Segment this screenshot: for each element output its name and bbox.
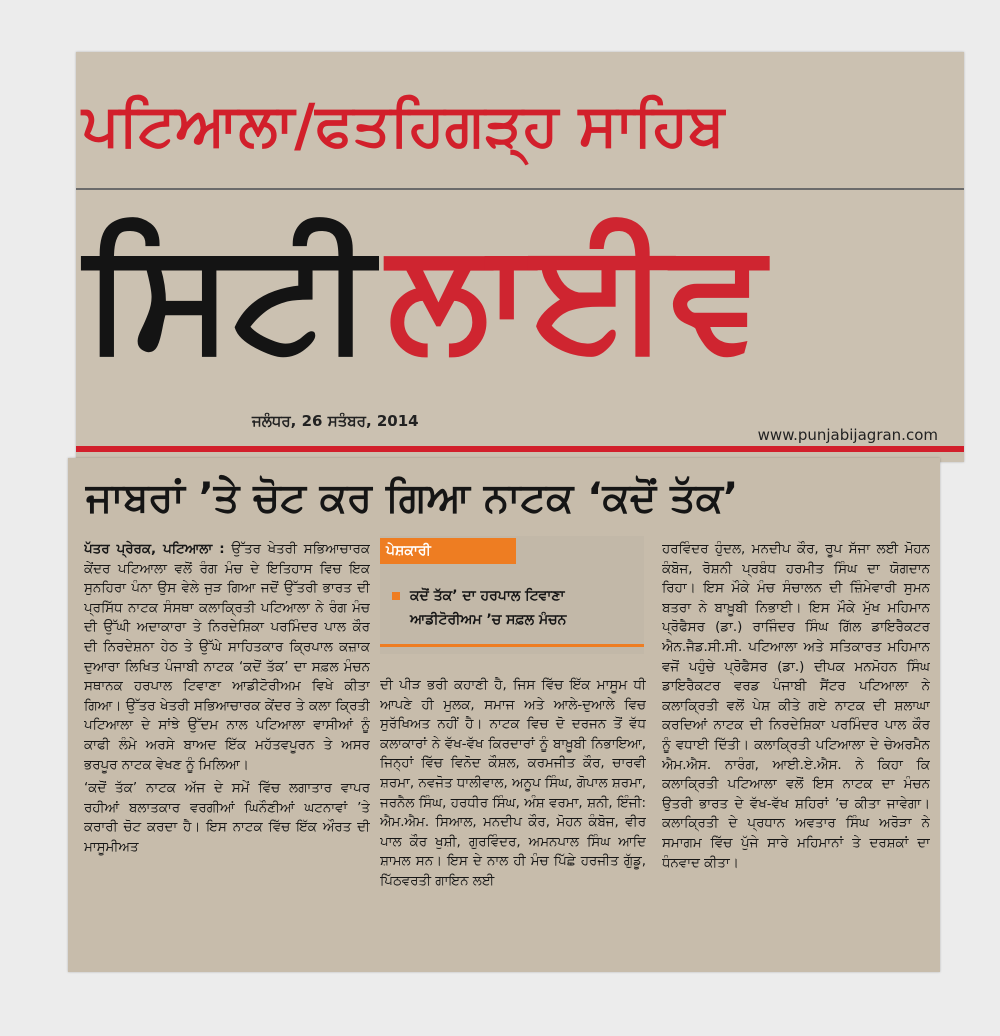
divider-rule [76,188,964,190]
bullet-icon [392,592,400,600]
section-title: ਪਟਿਆਲਾ/ਫਤਹਿਗੜ੍ਹ ਸਾਹਿਬ [82,91,725,159]
article-column-3 [662,540,930,960]
article-paragraph: ‘ਕਦੋਂ ਤੱਕ’ ਨਾਟਕ ਅੱਜ ਦੇ ਸਮੇਂ ਵਿੱਚ ਲਗਾਤਾਰ ਵਾਪਰ ਰਹੀਆਂ ਬਲਾਤਕਾਰ ਵਰਗੀਆਂ ਘਿਨੌਣੀਆਂ ਘਟਨਾਵਾਂ ’ਤੇ ਕਰਾਰੀ ਚੋਟ ਕਰਦਾ ਹੈ। ਇਸ ਨਾਟਕ ਵਿੱਚ ਇੱਕ ਔਰਤ ਦੀ ਮਾਸੂਮੀਅਤ [84,781,370,855]
highlight-rule [380,644,644,647]
paragraph-text: ਉੱਤਰ ਖੇਤਰੀ ਸਭਿਆਚਾਰਕ ਕੇਂਦਰ ਪਟਿਆਲਾ ਵਲੋਂ ਰੰਗ ਮੰਚ ਦੇ ਇਤਿਹਾਸ ਵਿਚ ਇਕ ਸੁਨਹਿਰਾ ਪੰਨਾ ਉਸ ਵੇਲੇ ਜੁੜ ਗਿਆ ਜਦੋਂ ਉੱਤਰੀ ਭਾਰਤ ਦੀ ਪ੍ਰਸਿੱਧ ਨਾਟਕ ਸੰਸਥਾ ਕਲਾਕ੍ਰਿਤੀ ਪਟਿਆਲਾ ਨੇ ਰੰਗ ਮੰਚ ਦੀ ਉੱਘੀ ਅਦਾਕਾਰਾ ਤੇ ਨਿਰਦੇਸ਼ਿਕਾ ਪਰਮਿੰਦਰ ਪਾਲ ਕੌਰ ਦੀ ਨਿਰਦੇਸ਼ਨਾ ਹੇਠ ਤੇ ਉੱਘੇ ਸਾਹਿਤਕਾਰ ਕ੍ਰਿਪਾਲ ਕਜ਼ਾਕ ਦੁਆਰਾ ਲਿਖਿਤ ਪੰਜਾਬੀ ਨਾਟਕ ‘ਕਦੋਂ ਤੱਕ’ ਦਾ ਸਫ਼ਲ ਮੰਚਨ ਸਥਾਨਕ ਹਰਪਾਲ ਟਿਵਾਣਾ ਆਡੀਟੋਰੀਅਮ ਵਿਖੇ ਕੀਤਾ ਗਿਆ। ਉੱਤਰ ਖੇਤਰੀ ਸਭਿਆਚਾਰਕ ਕੇਂਦਰ ਤੇ ਕਲਾ ਕ੍ਰਿਤੀ ਪਟਿਆਲਾ ਦੇ ਸਾਂਝੇ ਉੱਦਮ ਨਾਲ ਪਟਿਆਲਾ ਵਾਸੀਆਂ ਨੂੰ ਕਾਫੀ ਲੰਮੇ ਅਰਸੇ ਬਾਅਦ ਇੱਕ ਮਹੱਤਵਪੂਰਨ ਤੇ ਅਸਰ ਭਰਪੂਰ ਨਾਟਕ ਵੇਖਣ ਨੂੰ ਮਿਲਿਆ। [84,542,370,773]
masthead-live: ਲਾਈਵ [387,209,765,383]
article-paragraph [84,540,370,775]
highlight-tag: ਪੇਸ਼ਕਾਰੀ [380,538,516,564]
website-url: www.punjabijagran.com [757,426,938,444]
article-headline: ਜਾਬਰਾਂ ’ਤੇ ਚੋਟ ਕਰ ਗਿਆ ਨਾਟਕ ‘ਕਦੋਂ ਤੱਕ’ [86,475,739,521]
masthead [84,196,765,406]
article-column-1 [84,540,370,960]
highlight-text: ਕਦੋਂ ਤੱਕ’ ਦਾ ਹਰਪਾਲ ਟਿਵਾਣਾ ਆਡੀਟੋਰੀਅਮ ’ਚ ਸਫ਼ਲ ਮੰਚਨ [410,588,567,628]
article-paragraph: ਹਰਵਿੰਦਰ ਹੁੰਦਲ, ਮਨਦੀਪ ਕੌਰ, ਰੂਪ ਸੱਜਾ ਲਈ ਮੋਹਨ ਕੰਬੋਜ, ਰੋਸ਼ਨੀ ਪ੍ਰਬੰਧ ਹਰਮੀਤ ਸਿੰਘ ਦਾ ਯੋਗਦਾਨ ਰਿਹਾ। ਇਸ ਮੌਕੇ ਮੰਚ ਸੰਚਾਲਨ ਦੀ ਜ਼ਿੰਮੇਵਾਰੀ ਸੁਮਨ ਬਤਰਾ ਨੇ ਬਾਖ਼ੂਬੀ ਨਿਭਾਈ। ਇਸ ਮੌਕੇ ਮੁੱਖ ਮਹਿਮਾਨ ਪ੍ਰੋਫੈਸਰ (ਡਾ.) ਰਾਜਿੰਦਰ ਸਿੰਘ ਗਿੱਲ ਡਾਇਰੈਕਟਰ ਐਨ.ਜੈਡ.ਸੀ.ਸੀ. ਪਟਿਆਲਾ ਅਤੇ ਸਤਿਕਾਰਤ ਮਹਿਮਾਨ ਵਜੋਂ ਪਹੁੰਚੇ ਪ੍ਰੋਫੈਸਰ (ਡਾ.) ਦੀਪਕ ਮਨਮੋਹਨ ਸਿੰਘ ਡਾਇਰੈਕਟਰ ਵਰਡ ਪੰਜਾਬੀ ਸੈਂਟਰ ਪਟਿਆਲਾ ਨੇ ਕਲਾਕ੍ਰਿਤੀ ਵਲੋਂ ਪੇਸ਼ ਕੀਤੇ ਗਏ ਨਾਟਕ ਦੀ ਸ਼ਲਾਘਾ ਕਰਦਿਆਂ ਨਾਟਕ ਦੀ ਨਿਰਦੇਸ਼ਿਕਾ ਪਰਮਿੰਦਰ ਪਾਲ ਕੌਰ ਨੂੰ ਵਧਾਈ ਦਿੱਤੀ। ਕਲਾਕ੍ਰਿਤੀ ਪਟਿਆਲਾ ਦੇ ਚੇਅਰਮੈਨ ਐਮ.ਐਸ. ਨਾਰੰਗ, ਆਈ.ਏ.ਐਸ. ਨੇ ਕਿਹਾ ਕਿ ਕਲਾਕ੍ਰਿਤੀ ਪਟਿਆਲਾ ਵਲੋਂ ਇਸ ਨਾਟਕ ਦਾ ਮੰਚਨ ਉਤਰੀ ਭਾਰਤ ਦੇ ਵੱਖ-ਵੱਖ ਸ਼ਹਿਰਾਂ ’ਚ ਕੀਤਾ ਜਾਵੇਗਾ। ਕਲਾਕ੍ਰਿਤੀ ਦੇ ਪ੍ਰਧਾਨ ਅਵਤਾਰ ਸਿੰਘ ਅਰੋੜਾ ਨੇ ਸਮਾਗਮ ਵਿੱਚ ਪੁੱਜੇ ਸਾਰੇ ਮਹਿਮਾਨਾਂ ਤੇ ਦਰਸ਼ਕਾਂ ਦਾ ਧੰਨਵਾਦ ਕੀਤਾ। [662,542,930,871]
article-column-2 [380,676,646,962]
article-paragraph: ਦੀ ਪੀੜ ਭਰੀ ਕਹਾਣੀ ਹੈ, ਜਿਸ ਵਿੱਚ ਇੱਕ ਮਾਸੂਮ ਧੀ ਆਪਣੇ ਹੀ ਮੁਲਕ, ਸਮਾਜ ਅਤੇ ਆਲੇ-ਦੁਆਲੇ ਵਿਚ ਸੁਰੱਖਿਅਤ ਨਹੀਂ ਹੈ। ਨਾਟਕ ਵਿਚ ਦੋ ਦਰਜਨ ਤੋਂ ਵੱਧ ਕਲਾਕਾਰਾਂ ਨੇ ਵੱਖ-ਵੱਖ ਕਿਰਦਾਰਾਂ ਨੂੰ ਬਾਖ਼ੂਬੀ ਨਿਭਾਇਆ, ਜਿਨ੍ਹਾਂ ਵਿੱਚ ਵਿਨੋਦ ਕੌਸ਼ਲ, ਕਰਮਜੀਤ ਕੌਰ, ਚਾਰਵੀ ਸ਼ਰਮਾ, ਨਵਜੋਤ ਧਾਲੀਵਾਲ, ਅਨੂਪ ਸਿੰਘ, ਗੋਪਾਲ ਸ਼ਰਮਾ, ਜਰਨੈਲ ਸਿੰਘ, ਹਰਧੀਰ ਸਿੰਘ, ਅੰਸ਼ ਵਰਮਾ, ਸ਼ਨੀ, ਇੰਜੀ: ਐਮ.ਐਮ. ਸਿਆਲ, ਮਨਦੀਪ ਕੌਰ, ਮੋਹਨ ਕੰਬੋਜ, ਵੀਰ ਪਾਲ ਕੌਰ ਖੁਸ਼ੀ, ਗੁਰਵਿੰਦਰ, ਅਮਨਪਾਲ ਸਿੰਘ ਆਦਿ ਸ਼ਾਮਲ ਸਨ। ਇਸ ਦੇ ਨਾਲ ਹੀ ਮੰਚ ਪਿੱਛੇ ਹਰਜੀਤ ਗੁੱਡੂ, ਪਿੱਠਵਰਤੀ ਗਾਇਨ ਲਈ [380,678,646,889]
red-divider-rule [76,446,964,452]
masthead-city: ਸਿਟੀ [84,209,374,383]
dateline: ਜਲੰਧਰ, 26 ਸਤੰਬਰ, 2014 [252,412,419,430]
byline: ਪੱਤਰ ਪ੍ਰੇਰਕ, ਪਟਿਆਲਾ : [84,542,225,557]
highlight-box [380,536,644,654]
